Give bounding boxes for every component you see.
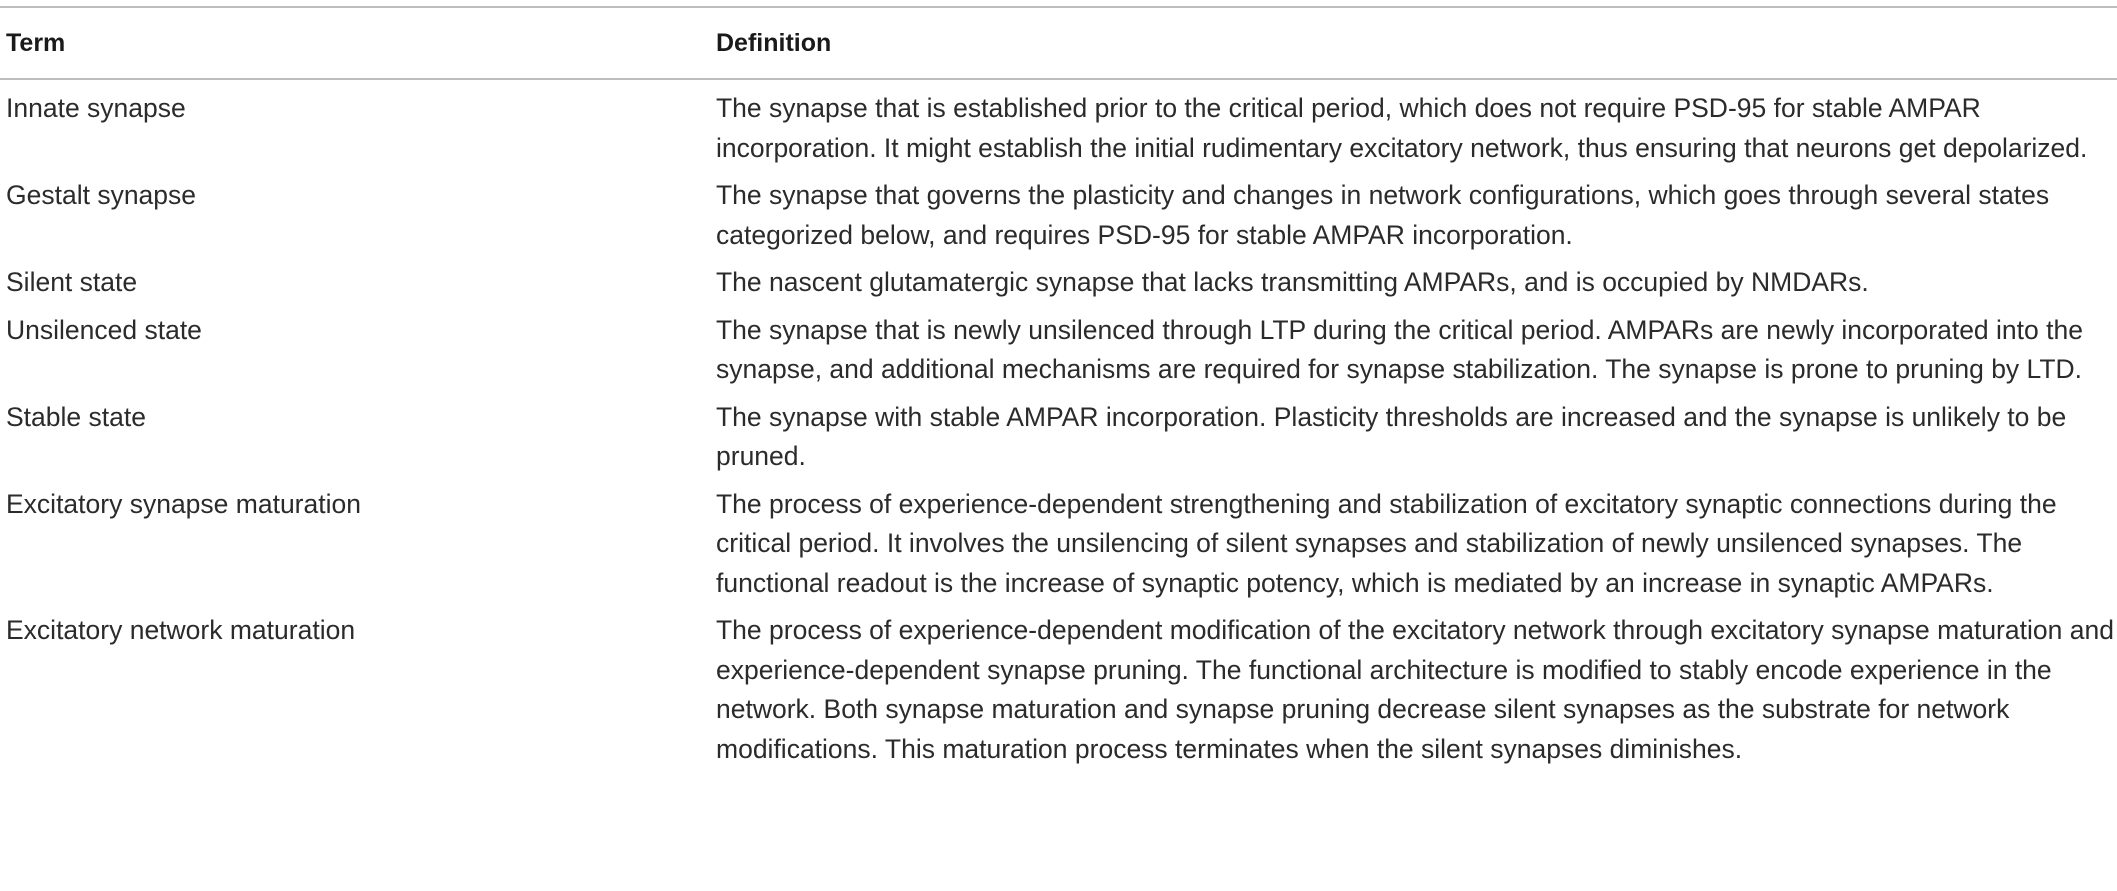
definition-cell: The synapse that is newly unsilenced through LTP during the critical period. AMPARs are newly incorporated into the synapse, and additional mechanisms are required for synapse stabilization. The synapse is prone to pruning by LTD. bbox=[716, 314, 2083, 384]
definition-column-header: Definition bbox=[716, 7, 2117, 79]
table-row bbox=[0, 311, 2117, 398]
table-header bbox=[0, 7, 2117, 79]
definition-cell: The synapse that governs the plasticity and changes in network configurations, which goes through several states categorized below, and requires PSD-95 for stable AMPAR incorporation. bbox=[716, 180, 2050, 250]
term-cell: Stable state bbox=[6, 401, 146, 432]
definition-cell: The synapse with stable AMPAR incorporation. Plasticity thresholds are increased and the synapse is unlikely to be pruned. bbox=[716, 401, 2067, 471]
table-row bbox=[0, 398, 2117, 485]
table-row bbox=[0, 485, 2117, 612]
definition-cell: The synapse that is established prior to the critical period, which does not require PSD-95 for stable AMPAR incorporation. It might establish the initial rudimentary excitatory network, thus ensuring that neurons get depolarized. bbox=[716, 93, 2088, 163]
header-row bbox=[0, 7, 2117, 79]
glossary-table-container bbox=[0, 6, 2117, 769]
definition-cell: The process of experience-dependent strengthening and stabilization of excitatory synaptic connections during the critical period. It involves the unsilencing of silent synapses and stabilization of newly unsilenced synapses. The functional readout is the increase of synaptic potency, which is mediated by an increase in synaptic AMPARs. bbox=[716, 488, 2057, 598]
term-cell: Excitatory network maturation bbox=[6, 615, 356, 645]
definition-cell: The nascent glutamatergic synapse that lacks transmitting AMPARs, and is occupied by NMDARs. bbox=[716, 267, 1869, 297]
table-row bbox=[0, 176, 2117, 263]
term-cell: Silent state bbox=[6, 267, 138, 297]
glossary-table bbox=[0, 6, 2117, 769]
table-body bbox=[0, 79, 2117, 769]
term-column-header: Term bbox=[0, 7, 716, 79]
term-cell: Excitatory synapse maturation bbox=[6, 488, 361, 519]
table-row bbox=[0, 263, 2117, 311]
term-cell: Innate synapse bbox=[6, 93, 186, 123]
table-row bbox=[0, 611, 2117, 769]
term-cell: Gestalt synapse bbox=[6, 180, 197, 210]
term-cell: Unsilenced state bbox=[6, 314, 202, 345]
table-row bbox=[0, 79, 2117, 176]
definition-cell: The process of experience-dependent modification of the excitatory network through excitatory synapse maturation and experience-dependent synapse pruning. The functional architecture is modified to stably encode experience in the network. Both synapse maturation and synapse pruning decrease silent synapses as the substrate for network modifications. This maturation process terminates when the silent synapses diminishes. bbox=[716, 615, 2114, 764]
